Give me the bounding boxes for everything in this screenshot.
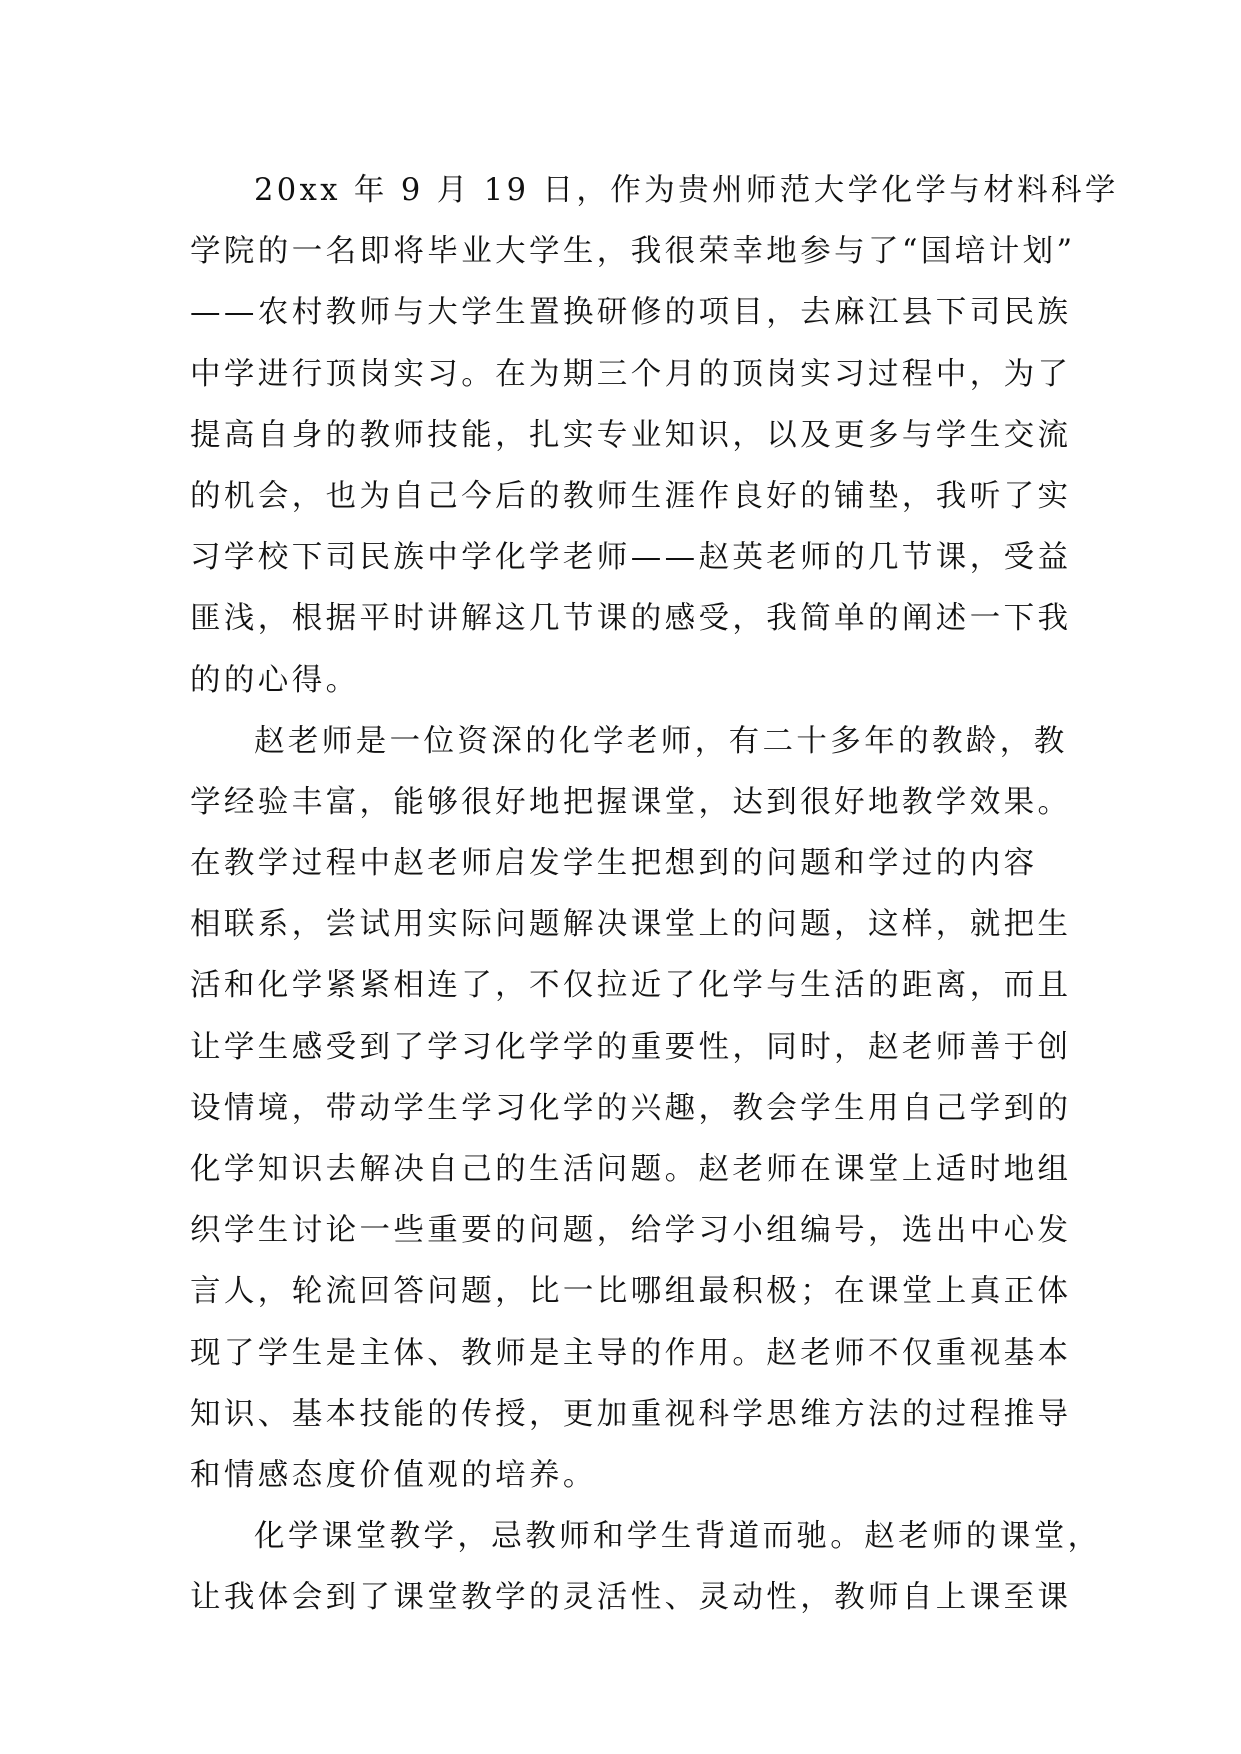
text-line: 活和化学紧紧相连了，不仅拉近了化学与生活的距离，而且 [190, 968, 1072, 1004]
paragraph [190, 1506, 1102, 1628]
paragraph [190, 160, 1119, 711]
text-line: 言人，轮流回答问题，比一比哪组最积极；在课堂上真正体 [190, 1274, 1072, 1310]
text-line: 化学课堂教学，忌教师和学生背道而驰。赵老师的课堂， [254, 1519, 1102, 1555]
text-line: 的机会，也为自己今后的教师生涯作良好的铺垫，我听了实 [190, 478, 1072, 514]
text-line: 知识、基本技能的传授，更加重视科学思维方法的过程推导 [190, 1396, 1072, 1432]
text-line: 现了学生是主体、教师是主导的作用。赵老师不仅重视基本 [190, 1335, 1072, 1371]
text-line: 让我体会到了课堂教学的灵活性、灵动性，教师自上课至课 [190, 1580, 1072, 1616]
text-line: 织学生讨论一些重要的问题，给学习小组编号，选出中心发 [190, 1213, 1072, 1249]
text-line: 在教学过程中赵老师启发学生把想到的问题和学过的内容 [190, 846, 1038, 882]
text-line: 设情境，带动学生学习化学的兴趣，教会学生用自己学到的 [190, 1090, 1072, 1126]
text-line: 中学进行顶岗实习。在为期三个月的顶岗实习过程中，为了 [190, 356, 1072, 392]
text-line: 赵老师是一位资深的化学老师，有二十多年的教龄，教 [254, 723, 1068, 759]
text-line: 学院的一名即将毕业大学生，我很荣幸地参与了“国培计划” [190, 234, 1076, 270]
document-body [190, 160, 1119, 1629]
text-line: 让学生感受到了学习化学学的重要性，同时，赵老师善于创 [190, 1029, 1072, 1065]
text-line: 习学校下司民族中学化学老师——赵英老师的几节课，受益 [190, 540, 1072, 576]
text-line: 的的心得。 [190, 662, 360, 698]
text-line: 学经验丰富，能够很好地把握课堂，达到很好地教学效果。 [190, 784, 1072, 820]
text-line: 20xx 年 9 月 19 日，作为贵州师范大学化学与材料科学 [254, 173, 1119, 208]
text-line: 提高自身的教师技能，扎实专业知识，以及更多与学生交流 [190, 417, 1072, 453]
text-line: 化学知识去解决自己的生活问题。赵老师在课堂上适时地组 [190, 1152, 1072, 1187]
paragraph [190, 711, 1090, 1506]
text-line: ——农村教师与大学生置换研修的项目，去麻江县下司民族 [190, 295, 1072, 331]
text-line: 和情感态度价值观的培养。 [190, 1457, 597, 1493]
text-line: 匪浅，根据平时讲解这几节课的感受，我简单的阐述一下我 [190, 601, 1072, 637]
text-line: 相联系，尝试用实际问题解决课堂上的问题，这样，就把生 [190, 907, 1072, 943]
